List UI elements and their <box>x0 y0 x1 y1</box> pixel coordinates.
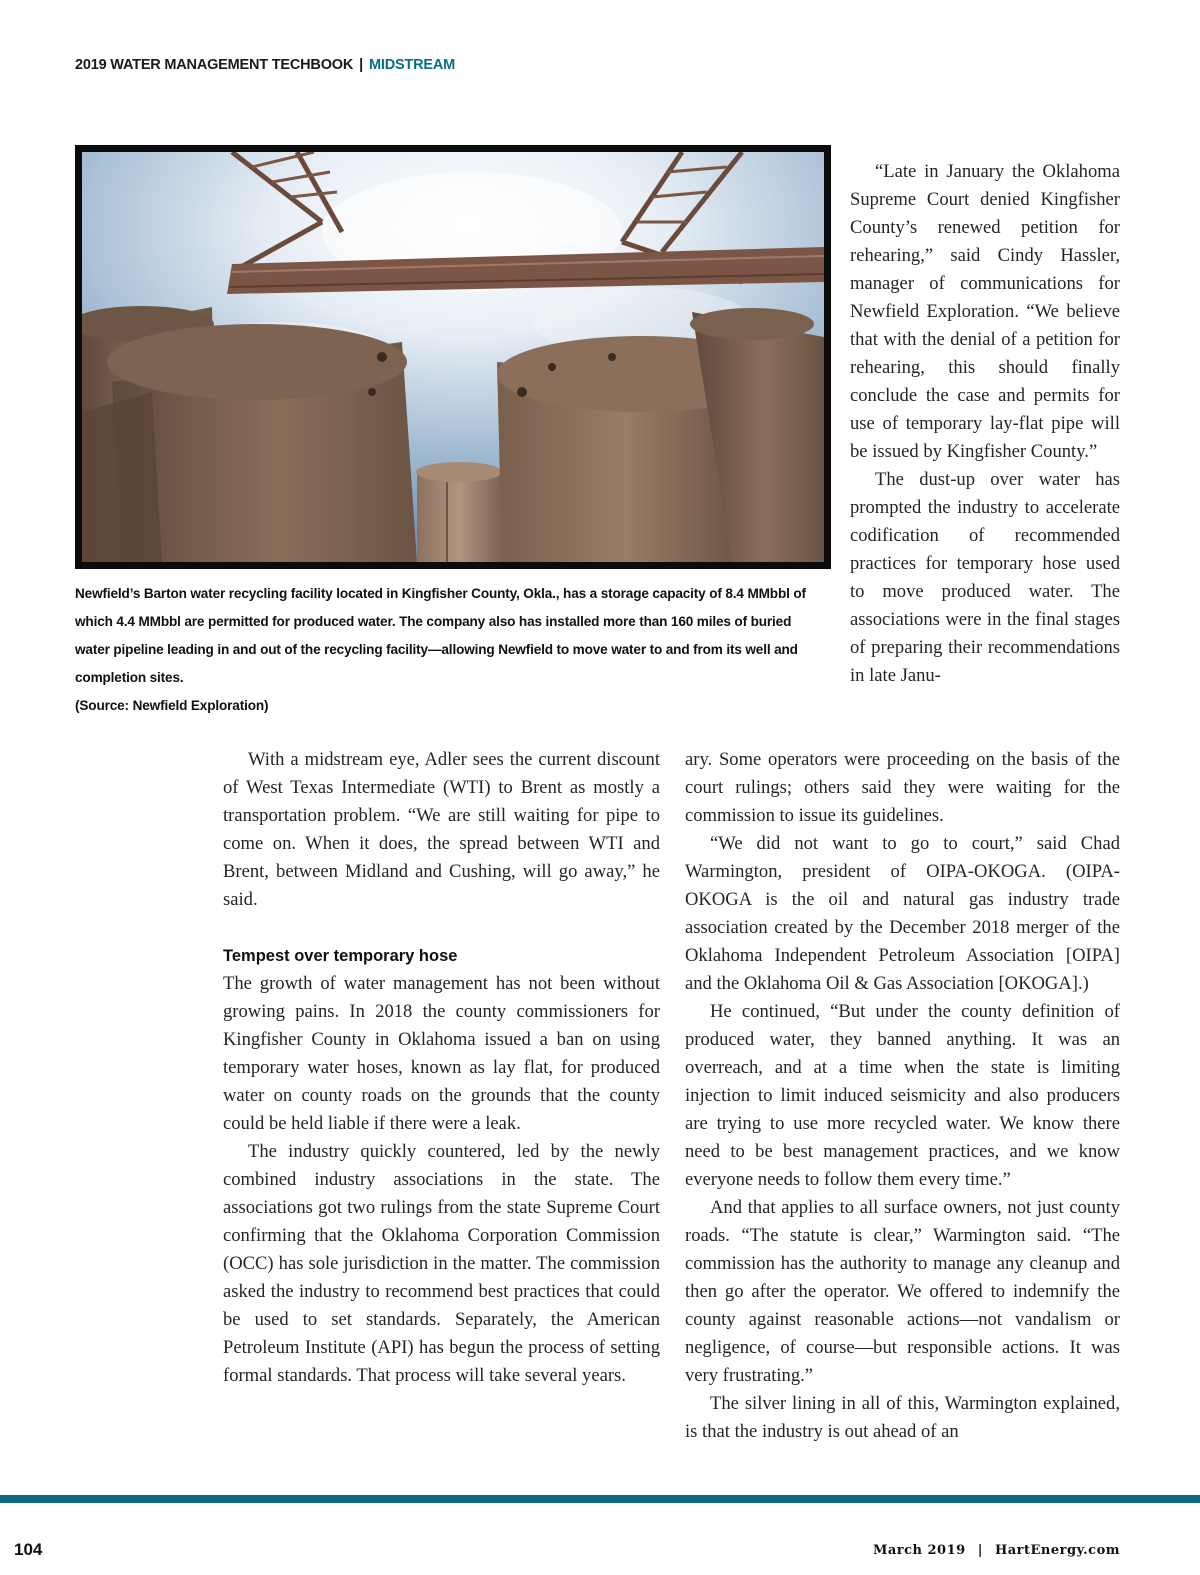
caption-source: (Source: Newfield Exploration) <box>75 698 269 713</box>
article-column-left <box>223 746 660 1390</box>
water-tanks-illustration <box>82 152 824 562</box>
paragraph: “Late in January the Oklahoma Supreme Court denied Kingfisher County’s renewed petition for rehearing,” said Cindy Hassler, manager of communications for Newfield Exploration. “We believe that with the denial of a petition for rehearing, this should finally conclude the case and permits for use of temporary lay-flat pipe will be issued by Kingfisher County.” <box>850 161 1120 462</box>
running-header <box>75 57 455 73</box>
paragraph: The dust-up over water has prompted the industry to accelerate codification of recommended practices for temporary hose used to move produced water. The associations were in the final stages of preparing their recommendations in late Janu- <box>850 469 1120 686</box>
issue-date: March 2019 <box>872 1543 966 1558</box>
paragraph: The silver lining in all of this, Warmington explained, is that the industry is out ahead of an <box>685 1393 1120 1442</box>
publication-title: 2019 WATER MANAGEMENT TECHBOOK <box>75 57 354 73</box>
article-column-right <box>685 746 1120 1446</box>
caption-text: Newfield’s Barton water recycling facility located in Kingfisher County, Okla., has a storage capacity of 8.4 MMbbl of which 4.4 MMbbl are permitted for produced water. The company also has installed more than 160 miles of buried water pipeline leading in and out of the recycling facility—allowing Newfield to move water to and from its well and completion sites. <box>75 586 806 685</box>
website-link[interactable]: HartEnergy.com <box>994 1543 1120 1558</box>
paragraph: The industry quickly countered, led by the newly combined industry associations in the state. The associations got two rulings from the state Supreme Court confirming that the Oklahoma Corporation Commission (OCC) has sole jurisdiction in the matter. The commission asked the industry to recommend best practices that could be used to set standards. Separately, the American Petroleum Institute (API) has begun the process of setting formal standards. That process will take several years. <box>223 1141 660 1386</box>
page-number: 104 <box>14 1540 43 1559</box>
footer-rule <box>0 1495 1200 1503</box>
paragraph: “We did not want to go to court,” said Chad Warmington, president of OIPA-OKOGA. (OIPA-OKOGA is the oil and natural gas industry trade association created by the December 2018 merger of the Oklahoma Independent Petroleum Association [OIPA] and the Oklahoma Oil & Gas Association [OKOGA].) <box>685 833 1120 994</box>
paragraph: He continued, “But under the county definition of produced water, they banned anything. It was an overreach, and at a time when the state is limiting injection to limit induced seismicity and also producers are trying to use more recycled water. We know there need to be best management practices, and we know everyone needs to follow them every time.” <box>685 1001 1120 1190</box>
footer-info <box>873 1543 1120 1558</box>
section-subhead: Tempest over temporary hose <box>223 947 458 965</box>
section-label: MIDSTREAM <box>368 57 455 73</box>
facility-photo <box>75 145 831 569</box>
header-separator: | <box>359 57 363 73</box>
paragraph: The growth of water management has not been without growing pains. In 2018 the county commissioners for Kingfisher County in Oklahoma issued a ban on using temporary water hoses, known as lay flat, for produced water on county roads on the grounds that the county could be held liable if there were a leak. <box>223 973 660 1134</box>
paragraph: And that applies to all surface owners, not just county roads. “The statute is clear,” Warmington said. “The commission has the authority to manage any cleanup and then go after the operator. We offered to indemnify the county against reasonable actions—not vandalism or negligence, of course—but responsible actions. It was very frustrating.” <box>685 1197 1120 1386</box>
paragraph: ary. Some operators were proceeding on the basis of the court rulings; others said they were waiting for the commission to issue its guidelines. <box>685 749 1120 826</box>
footer-separator: | <box>977 1543 983 1558</box>
figure-caption <box>75 580 820 720</box>
paragraph: With a midstream eye, Adler sees the current discount of West Texas Intermediate (WTI) to Brent as mostly a transportation problem. “We are still waiting for pipe to come on. When it does, the spread between WTI and Brent, between Midland and Cushing, will go away,” he said. <box>223 749 660 910</box>
article-column-right-top <box>850 158 1120 690</box>
